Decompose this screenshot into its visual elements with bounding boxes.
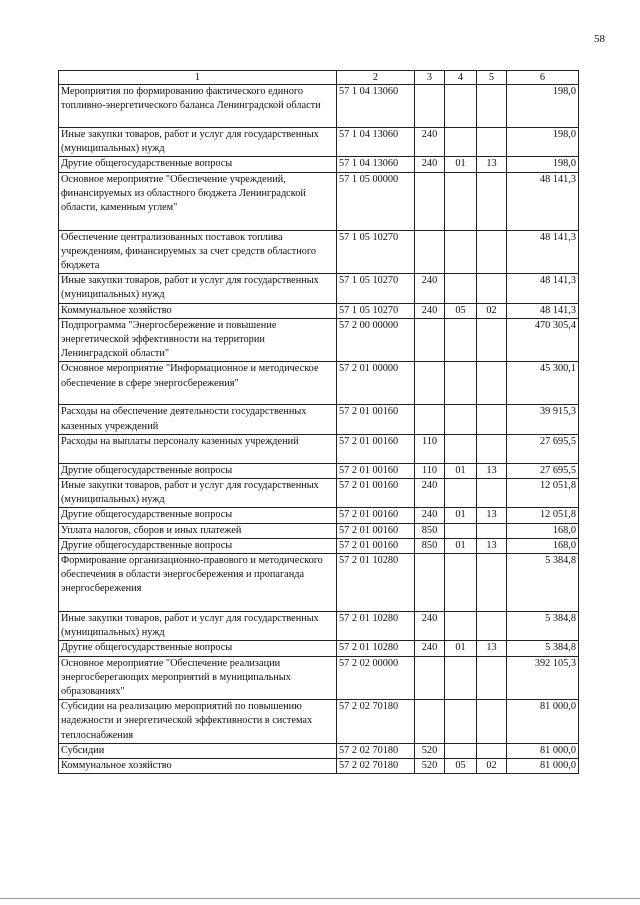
row-expense-type: 850 [415,538,445,553]
row-code: 57 2 01 00160 [337,523,415,538]
row-sum: 81 000,0 [507,759,579,774]
row-section [445,656,477,700]
row-expense-type [415,318,445,362]
row-expense-type: 240 [415,274,445,303]
row-section: 01 [445,463,477,478]
row-name: Основное мероприятие "Обеспечение учреждений, финансируемых из областного бюджета Ленинградской области, каменным углем" [59,172,337,230]
row-name: Другие общегосударственные вопросы [59,641,337,656]
row-name: Основное мероприятие "Обеспечение реализации энергосберегающих мероприятий в муниципальных образованиях" [59,656,337,700]
table-header-row [59,71,579,85]
header-col-3: 3 [415,71,445,85]
header-col-2: 2 [337,71,415,85]
table-row [59,157,579,172]
row-subsection: 02 [477,303,507,318]
row-section [445,405,477,434]
row-sum: 48 141,3 [507,303,579,318]
row-expense-type: 240 [415,128,445,157]
row-subsection [477,230,507,274]
row-expense-type: 520 [415,743,445,758]
table-row [59,274,579,303]
row-name: Другие общегосударственные вопросы [59,538,337,553]
row-section [445,85,477,128]
row-code: 57 1 04 13060 [337,128,415,157]
row-subsection [477,172,507,230]
table-row [59,508,579,523]
row-subsection [477,700,507,744]
table-row [59,318,579,362]
row-code: 57 2 02 70180 [337,759,415,774]
row-expense-type: 110 [415,463,445,478]
table-row [59,230,579,274]
row-name: Коммунальное хозяйство [59,759,337,774]
header-col-6: 6 [507,71,579,85]
row-code: 57 2 01 00160 [337,434,415,463]
header-col-5: 5 [477,71,507,85]
row-subsection [477,656,507,700]
row-expense-type [415,554,445,612]
row-subsection [477,405,507,434]
row-section: 05 [445,759,477,774]
row-code: 57 1 05 10270 [337,230,415,274]
table-row [59,303,579,318]
row-name: Подпрограмма "Энергосбережение и повышение энергетической эффективности на территории Ленинградской области" [59,318,337,362]
table-row [59,479,579,508]
row-subsection [477,274,507,303]
row-sum: 48 141,3 [507,274,579,303]
row-subsection [477,554,507,612]
row-name: Иные закупки товаров, работ и услуг для государственных (муниципальных) нужд [59,612,337,641]
row-section [445,700,477,744]
row-name: Расходы на выплаты персоналу казенных учреждений [59,434,337,463]
row-section [445,318,477,362]
row-expense-type [415,656,445,700]
row-code: 57 2 01 00160 [337,508,415,523]
row-section: 05 [445,303,477,318]
row-section: 01 [445,157,477,172]
row-section [445,554,477,612]
row-code: 57 2 01 10280 [337,612,415,641]
row-name: Иные закупки товаров, работ и услуг для государственных (муниципальных) нужд [59,128,337,157]
row-code: 57 1 04 13060 [337,157,415,172]
row-code: 57 2 01 10280 [337,554,415,612]
row-section [445,434,477,463]
row-subsection: 02 [477,759,507,774]
row-sum: 48 141,3 [507,230,579,274]
header-col-4: 4 [445,71,477,85]
row-section [445,612,477,641]
row-name: Иные закупки товаров, работ и услуг для государственных (муниципальных) нужд [59,479,337,508]
table-row [59,554,579,612]
row-code: 57 2 01 00160 [337,479,415,508]
row-sum: 48 141,3 [507,172,579,230]
row-expense-type: 240 [415,612,445,641]
row-name: Расходы на обеспечение деятельности государственных казенных учреждений [59,405,337,434]
table-row [59,759,579,774]
row-name: Субсидии [59,743,337,758]
row-expense-type: 240 [415,479,445,508]
row-sum: 27 695,5 [507,463,579,478]
row-section [445,128,477,157]
table-row [59,612,579,641]
row-code: 57 1 05 10270 [337,303,415,318]
table-row [59,128,579,157]
row-sum: 198,0 [507,128,579,157]
row-name: Другие общегосударственные вопросы [59,508,337,523]
row-sum: 81 000,0 [507,700,579,744]
row-section: 01 [445,641,477,656]
row-code: 57 2 02 70180 [337,700,415,744]
row-section: 01 [445,538,477,553]
row-sum: 168,0 [507,523,579,538]
page-bottom-edge [0,898,640,899]
row-sum: 12 051,8 [507,479,579,508]
table-row [59,362,579,405]
row-sum: 168,0 [507,538,579,553]
row-subsection: 13 [477,641,507,656]
row-code: 57 2 02 00000 [337,656,415,700]
table-row [59,538,579,553]
table-row [59,434,579,463]
table-row [59,656,579,700]
row-expense-type: 240 [415,508,445,523]
row-expense-type: 520 [415,759,445,774]
row-subsection: 13 [477,463,507,478]
row-sum: 12 051,8 [507,508,579,523]
table-row [59,463,579,478]
row-subsection [477,128,507,157]
table-row [59,405,579,434]
table-row [59,85,579,128]
row-sum: 470 305,4 [507,318,579,362]
row-name: Другие общегосударственные вопросы [59,157,337,172]
row-sum: 5 384,8 [507,554,579,612]
row-name: Мероприятия по формированию фактического единого топливно-энергетического баланса Ленинградской области [59,85,337,128]
row-section [445,274,477,303]
row-sum: 5 384,8 [507,641,579,656]
row-subsection [477,479,507,508]
row-expense-type: 240 [415,303,445,318]
row-expense-type [415,85,445,128]
row-sum: 392 105,3 [507,656,579,700]
row-name: Субсидии на реализацию мероприятий по повышению надежности и энергетической эффективности в системах теплоснабжения [59,700,337,744]
row-expense-type [415,700,445,744]
row-code: 57 1 05 10270 [337,274,415,303]
row-sum: 198,0 [507,85,579,128]
row-subsection [477,362,507,405]
row-section: 01 [445,508,477,523]
row-sum: 5 384,8 [507,612,579,641]
row-code: 57 2 00 00000 [337,318,415,362]
table-row [59,172,579,230]
row-sum: 81 000,0 [507,743,579,758]
row-name: Иные закупки товаров, работ и услуг для государственных (муниципальных) нужд [59,274,337,303]
row-code: 57 2 01 00160 [337,538,415,553]
row-expense-type: 240 [415,157,445,172]
row-expense-type [415,230,445,274]
row-section [445,362,477,405]
row-code: 57 2 01 00160 [337,405,415,434]
row-name: Коммунальное хозяйство [59,303,337,318]
row-name: Другие общегосударственные вопросы [59,463,337,478]
row-sum: 45 300,1 [507,362,579,405]
row-subsection: 13 [477,538,507,553]
row-name: Обеспечение централизованных поставок топлива учреждениям, финансируемых за счет средств областного бюджета [59,230,337,274]
row-section [445,743,477,758]
page-number: 58 [594,33,605,45]
row-section [445,230,477,274]
row-sum: 198,0 [507,157,579,172]
table-row [59,700,579,744]
row-subsection [477,612,507,641]
row-code: 57 2 01 00000 [337,362,415,405]
row-sum: 39 915,3 [507,405,579,434]
row-expense-type: 850 [415,523,445,538]
budget-table [58,70,579,774]
row-section [445,172,477,230]
row-expense-type: 240 [415,641,445,656]
header-col-1: 1 [59,71,337,85]
table-row [59,523,579,538]
row-subsection: 13 [477,508,507,523]
row-section [445,523,477,538]
row-expense-type [415,362,445,405]
row-code: 57 2 01 10280 [337,641,415,656]
row-name: Основное мероприятие "Информационное и методическое обеспечение в сфере энергосбережения" [59,362,337,405]
row-sum: 27 695,5 [507,434,579,463]
row-subsection [477,743,507,758]
row-subsection [477,318,507,362]
row-expense-type [415,405,445,434]
row-code: 57 1 04 13060 [337,85,415,128]
table-row [59,641,579,656]
row-name: Формирование организационно-правового и методического обеспечения в области энергосбережения и пропаганда энергосбережения [59,554,337,612]
row-subsection: 13 [477,157,507,172]
table-row [59,743,579,758]
row-code: 57 2 02 70180 [337,743,415,758]
row-expense-type [415,172,445,230]
row-subsection [477,523,507,538]
row-name: Уплата налогов, сборов и иных платежей [59,523,337,538]
row-section [445,479,477,508]
row-subsection [477,85,507,128]
row-subsection [477,434,507,463]
row-code: 57 1 05 00000 [337,172,415,230]
row-code: 57 2 01 00160 [337,463,415,478]
row-expense-type: 110 [415,434,445,463]
